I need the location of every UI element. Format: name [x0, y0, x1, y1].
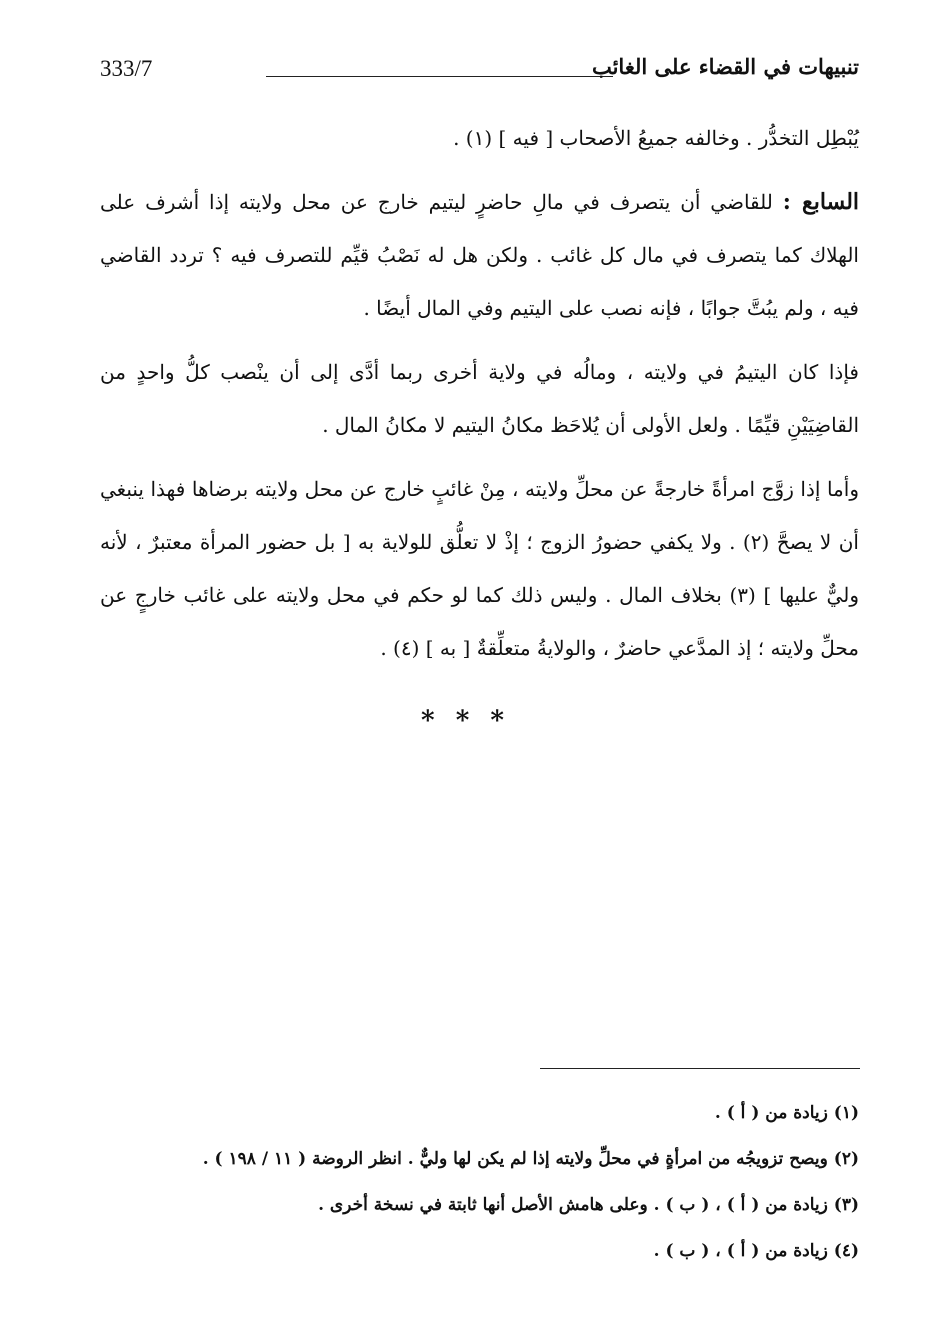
main-text	[100, 112, 859, 686]
footnote-rule	[540, 1068, 860, 1069]
paragraph-3: فإذا كان اليتيمُ في ولايته ، ومالُه في ولاية أخرى ربما أدَّى إلى أن ينْصب كلُّ واحدٍ من القاضِيَيْنِ قيِّمًا . ولعل الأولى أن يُلاحَظ مكانُ اليتيم لا مكانُ المال .	[100, 360, 859, 437]
paragraph-2-text: للقاضي أن يتصرف في مالِ حاضرٍ ليتيم خارج عن محل ولايته إذا أشرف على الهلاك كما يتصرف في مال كل غائب . ولكن هل له نَصْبُ قيِّم للتصرف فيه ؟ تردد القاضي فيه ، ولم يبُتَّ جوابًا ، فإنه نصب على اليتيم وفي المال أيضًا .	[100, 190, 859, 320]
footnote-3: (٣) زيادة من ( أ ) ، ( ب ) . وعلى هامش الأصل أنها ثابتة في نسخة أخرى .	[318, 1195, 859, 1215]
header-rule	[266, 76, 613, 77]
paragraph-2-lead: السابع :	[782, 189, 860, 215]
running-header	[100, 54, 859, 94]
footnote-1: (١) زيادة من ( أ ) .	[714, 1103, 859, 1123]
paragraph-2	[100, 176, 859, 335]
paragraph-4: وأما إذا زوَّج امرأةً خارجةً عن محلِّ ولايته ، مِنْ غائبٍ خارج عن محل ولايته برضاها فهذا ينبغي أن لا يصحَّ (٢) . ولا يكفي حضورُ الزوج ؛ إذْ لا تعلُّق للولاية به [ بل حضور المرأة معتبرٌ ، لأنه وليٌّ عليها ] (٣) بخلاف المال . وليس ذلك كما لو حكم في محل ولايته على غائب خارجٍ عن محلِّ ولايته ؛ إذ المدَّعي حاضرٌ ، والولايةُ متعلِّقةٌ [ به ] (٤) .	[100, 477, 859, 660]
footnotes	[100, 1090, 859, 1274]
page-number: 333/7	[100, 56, 153, 81]
running-title: تنبيهات في القضاء على الغائب	[591, 54, 859, 79]
footnote-4: (٤) زيادة من ( أ ) ، ( ب ) .	[653, 1241, 859, 1261]
section-separator: * * *	[421, 706, 510, 736]
paragraph-1: يُبْطِل التخدُّر . وخالفه جميعُ الأصحاب [ فيه ] (١) .	[453, 126, 859, 150]
footnote-2: (٢) ويصح تزويجُه من امرأةٍ في محلِّ ولايته إذا لم يكن لها وليٌّ . انظر الروضة ( ١١ / ١٩٨ ) .	[202, 1149, 859, 1169]
